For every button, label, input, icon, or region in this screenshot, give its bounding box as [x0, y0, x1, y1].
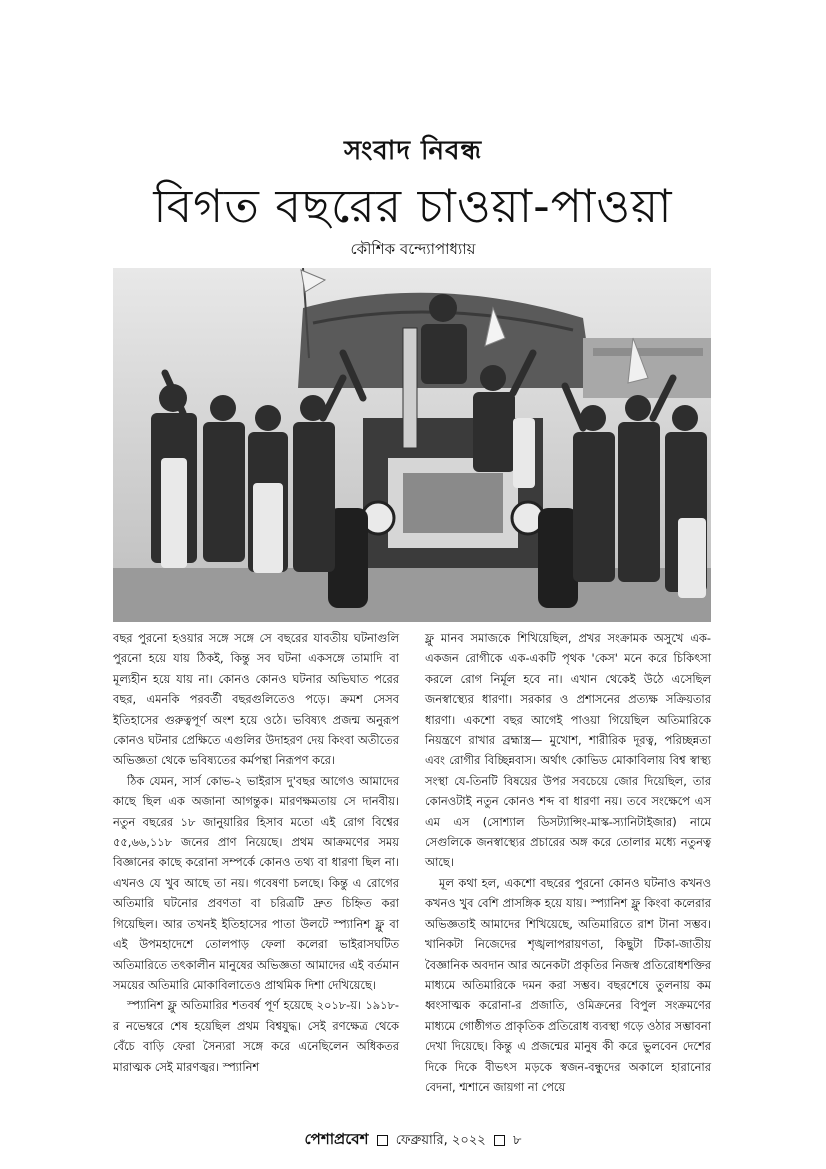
section-label: সংবাদ নিবন্ধ [343, 136, 483, 166]
paragraph: ঠিক যেমন, সার্স কোভ-২ ভাইরাস দু'বছর আগেও আমাদের কাছে ছিল এক অজানা আগন্তুক। মারণক্ষমতায় সে দানবীয়। নতুন বছরের ১৮ জানুয়ারির হিসাব মতো এই রোগ বিশ্বের ৫৫,৬৬,১১৮ জনের প্রাণ নিয়েছে। প্রথম আক্রমণের সময় বিজ্ঞানের কাছে করোনা সম্পর্কে কোনও তথ্য বা ধারণা ছিল না। এখনও যে খুব আছে তা নয়। গবেষণা চলছে। কিন্তু এ রোগের অতিমারি ঘটনোর প্রবণতা বা চরিত্রটি দ্রুত চিহ্নিত করা গিয়েছিল। আর তখনই ইতিহাসের পাতা উলটে স্প্যানিশ ফ্লু বা এই উপমহাদেশে তোলপাড় ফেলা কলেরা ভাইরাসঘটিত অতিমারিতে তৎকালীন মানুষের অভিজ্ঞতা আমাদের এই বর্তমান সময়ের অতিমারি মোকাবিলাতেও প্রাথমিক দিশা দেখিয়েছে। [113, 773, 399, 992]
right-column [425, 628, 711, 1097]
paragraph: ফ্লু মানব সমাজকে শিখিয়েছিল, প্রখর সংক্রামক অসুখে এক-একজন রোগীকে এক-একটি পৃথক 'কেস' মনে করে চিকিৎসা করলে রোগ নির্মূল হবে না। এখান থেকেই উঠে এসেছিল জনস্বাস্থ্যের ধারণা। সরকার ও প্রশাসনের প্রত্যক্ষ সক্রিয়তার ধারণা। একশো বছর আগেই পাওয়া গিয়েছিল অতিমারিকে নিয়ন্ত্রণে রাখার ব্রহ্মাস্ত্র— মুখোশ, শারীরিক দূরত্ব, পরিচ্ছন্নতা এবং রোগীর বিচ্ছিন্নবাস। অর্থাৎ কোভিড মোকাবিলায় বিশ্ব স্বাস্থ্য সংস্থা যে-তিনটি বিষয়ের উপর সবচেয়ে জোর দিয়েছিল, তার কোনওটাই নতুন কোনও শব্দ বা ধারণা নয়। তবে সংক্ষেপে এস এম এস (সোশ্যাল ডিসট্যান্সিং-মাস্ক-স্যানিটাইজার) নামে সেগুলিকে জনস্বাস্থ্যের প্রচারের অঙ্গ করে তোলার মধ্যে নতুনত্ব আছে। [425, 631, 711, 870]
article-headline: বিগত বছরের চাওয়া-পাওয়া [153, 179, 673, 233]
left-column [113, 628, 399, 1077]
paragraph: স্প্যানিশ ফ্লু অতিমারির শতবর্ষ পূর্ণ হয়েছে ২০১৮-য়। ১৯১৮-র নভেম্বরে শেষ হয়েছিল প্রথম বিশ্বযুদ্ধ। সেই রণক্ষেত্র থেকে বেঁচে বাড়ি ফেরা সৈন্যরা সঙ্গে করে এনেছিলেন অধিকতর মারাত্মক সেই মারণজ্বর। স্প্যানিশ [113, 998, 399, 1074]
issue-date: ফেব্রুয়ারি, ২০২২ [395, 1133, 486, 1148]
article-author: কৌশিক বন্দ্যোপাধ্যায় [350, 240, 476, 258]
separator-square-icon [377, 1135, 388, 1146]
photo-farmers-on-tractor [113, 268, 711, 622]
paragraph: মূল কথা হল, একশো বছরের পুরনো কোনও ঘটনাও কখনও কখনও খুব বেশি প্রাসঙ্গিক হয়ে যায়। স্প্যানিশ ফ্লু কিংবা কলেরার অভিজ্ঞতাই আমাদের শিখিয়েছে, অতিমারিতে রাশ টানা সম্ভব। খানিকটা নিজেদের শৃঙ্খলাপরায়ণতা, কিছুটা টিকা-জাতীয় বৈজ্ঞানিক অবদান আর অনেকটা প্রকৃতির নিজস্ব প্রতিরোধশক্তির মাধ্যমে অতিমারিকে দমন করা সম্ভব। বছরশেষে তুলনায় কম ধ্বংসাত্মক করোনা-র প্রজাতি, ওমিক্রনের বিপুল সংক্রমণের মাধ্যমে গোষ্ঠীগত প্রাকৃতিক প্রতিরোধ ব্যবস্থা গড়ে ওঠার সম্ভাবনা দেখা দিয়েছে। কিন্তু এ প্রজন্মের মানুষ কী করে ভুলবেন দেশের দিকে দিকে বীভৎস মড়কে স্বজন-বন্ধুদের অকালে হারানোর বেদনা, শ্মশানে জায়গা না পেয়ে [425, 875, 711, 1094]
page-footer [0, 1128, 826, 1153]
page-number: ৮ [513, 1133, 522, 1148]
paragraph: বছর পুরনো হওয়ার সঙ্গে সঙ্গে সে বছরের যাবতীয় ঘটনাগুলি পুরনো হয়ে যায় ঠিকই, কিন্তু সব ঘটনা একসঙ্গে তামাদি বা মূল্যহীন হয়ে যায় না। কোনও কোনও ঘটনার অভিঘাত পরের বছর, এমনকি পরবর্তী বছরগুলিতেও পড়ে। ক্রমশ সেসব ইতিহাসের গুরুত্বপূর্ণ অংশ হয়ে ওঠে। ভবিষ্যৎ প্রজন্ম অনুরূপ কোনও ঘটনার প্রেক্ষিতে এগুলির উদাহরণ দেয় কিংবা অতীতের অভিজ্ঞতা থেকে ভবিষ্যতের কর্মপন্থা নিরূপণ করে। [113, 631, 399, 768]
separator-square-icon [494, 1135, 505, 1146]
magazine-brand: পেশাপ্রবেশ [304, 1130, 369, 1148]
